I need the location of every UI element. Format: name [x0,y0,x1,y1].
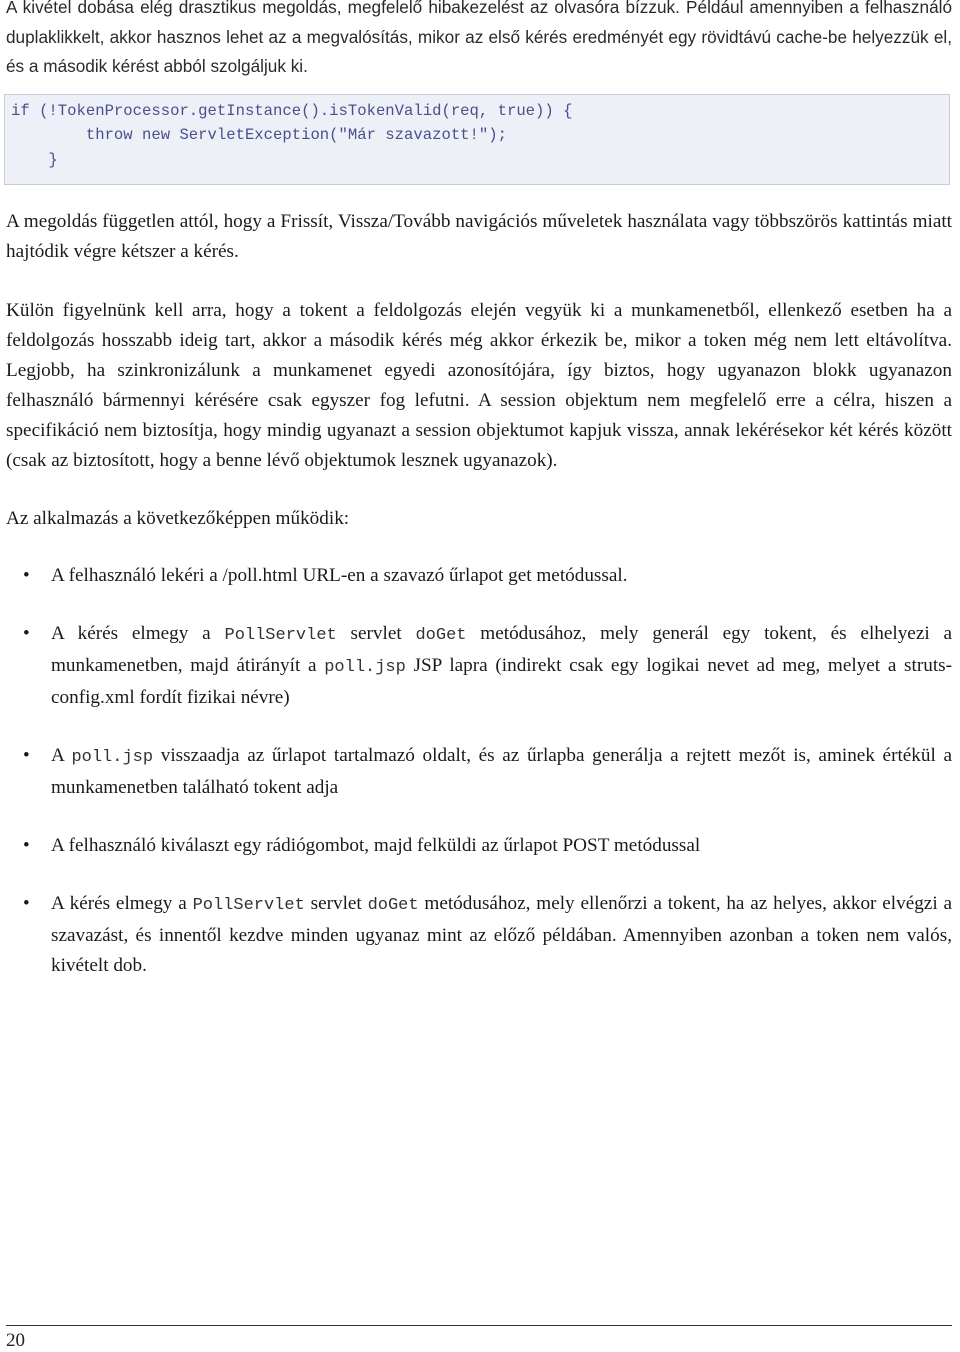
list-item-text: A felhasználó kiválaszt egy rádiógombot, majd felküldi az űrlapot POST metódussal [51,834,701,856]
code-line: if (!TokenProcessor.getInstance().isTokenValid(req, true)) { [11,101,573,120]
inline-code: PollServlet [192,895,305,915]
inline-code: poll.jsp [324,657,406,677]
list-item-text: A felhasználó lekéri a /poll.html URL-en a szavazó űrlapot get metódussal. [51,564,628,586]
list-item [6,619,952,713]
paragraph-token-sync: Külön figyelnünk kell arra, hogy a tokent a feldolgozás elején vegyük ki a munkamenetből, ellenkező esetben ha a feldolgozás hosszabb ideig tart, akkor a második kérés még akkor érkezik be, mikor a token még nem lett eltávolítva. Legjobb, ha szinkronizálunk a munkamenet egyedi azonosítójára, így biztos, hogy ugyanazon blokk ugyanazon felhasználó bármennyi kérésére csak egyszer fog lefutni. A session objektum nem megfelelő erre a célra, hiszen a specifikáció nem biztosítja, hogy mindig ugyanazt a session objektumot kapjuk vissza, annak lekérésekor két kérés között (csak az biztosított, hogy a benne lévő objektumok lesznek ugyanazok). [6,299,952,471]
list-item [6,831,952,861]
paragraph-app-intro: Az alkalmazás a következőképpen működik: [6,507,350,529]
bullet-icon: • [23,892,30,914]
list-item-text: A kérés elmegy a [51,622,225,644]
page-number: 20 [6,1330,25,1351]
list-item [6,561,952,591]
list-item [6,889,952,981]
list-item-text: servlet [304,892,368,914]
code-block [4,94,950,185]
steps-list [6,561,952,981]
list-item-text: metódusához, mely ellenőrzi a tokent, ha az helyes, akkor elvégzi a szavazást, és innentől kezdve minden ugyanaz mint az előző példában. Amennyiben azonban a token nem valós, kivételt dob. [51,892,952,976]
intro-paragraph: A kivétel dobása elég drasztikus megoldás, megfelelő hibakezelést az olvasóra bízzuk. Például amennyiben a felhasználó duplaklikkelt, akkor hasznos lehet az a megvalósítás, mikor az első kérés eredményét egy rövidtávú cache-be helyezzük el, és a második kérést abból szolgáljuk ki. [6,0,952,76]
bullet-icon: • [23,834,30,856]
footer-divider [6,1325,952,1326]
inline-code: doGet [415,625,467,645]
inline-code: doGet [367,895,419,915]
page-content [6,0,952,1009]
paragraph-navigation: A megoldás független attól, hogy a Frissít, Vissza/Tovább navigációs műveletek használata vagy többszörös kattintás miatt hajtódik végre kétszer a kérés. [6,210,952,262]
list-item-text: visszaadja az űrlapot tartalmazó oldalt, és az űrlapba generálja a rejtett mezőt is, aminek értékül a munkamenetben található tokent adja [51,744,952,798]
inline-code: poll.jsp [71,747,154,767]
code-line: } [11,150,58,169]
list-item-text: JSP lapra (indirekt csak egy logikai nevet ad meg, melyet a struts-config.xml fordít fizikai névre) [51,654,953,708]
bullet-icon: • [23,744,30,766]
list-item-text: servlet [336,622,416,644]
list-item-text: metódusához, mely generál egy tokent, és elhelyezi a munkamenetben, majd átirányít a [51,622,952,676]
bullet-icon: • [23,622,30,644]
list-item-text: A [51,744,72,766]
list-item-text: A kérés elmegy a [51,892,193,914]
code-line: throw new ServletException("Már szavazott!"); [11,126,507,144]
bullet-icon: • [23,564,30,586]
list-item [6,741,952,803]
inline-code: PollServlet [224,625,337,645]
